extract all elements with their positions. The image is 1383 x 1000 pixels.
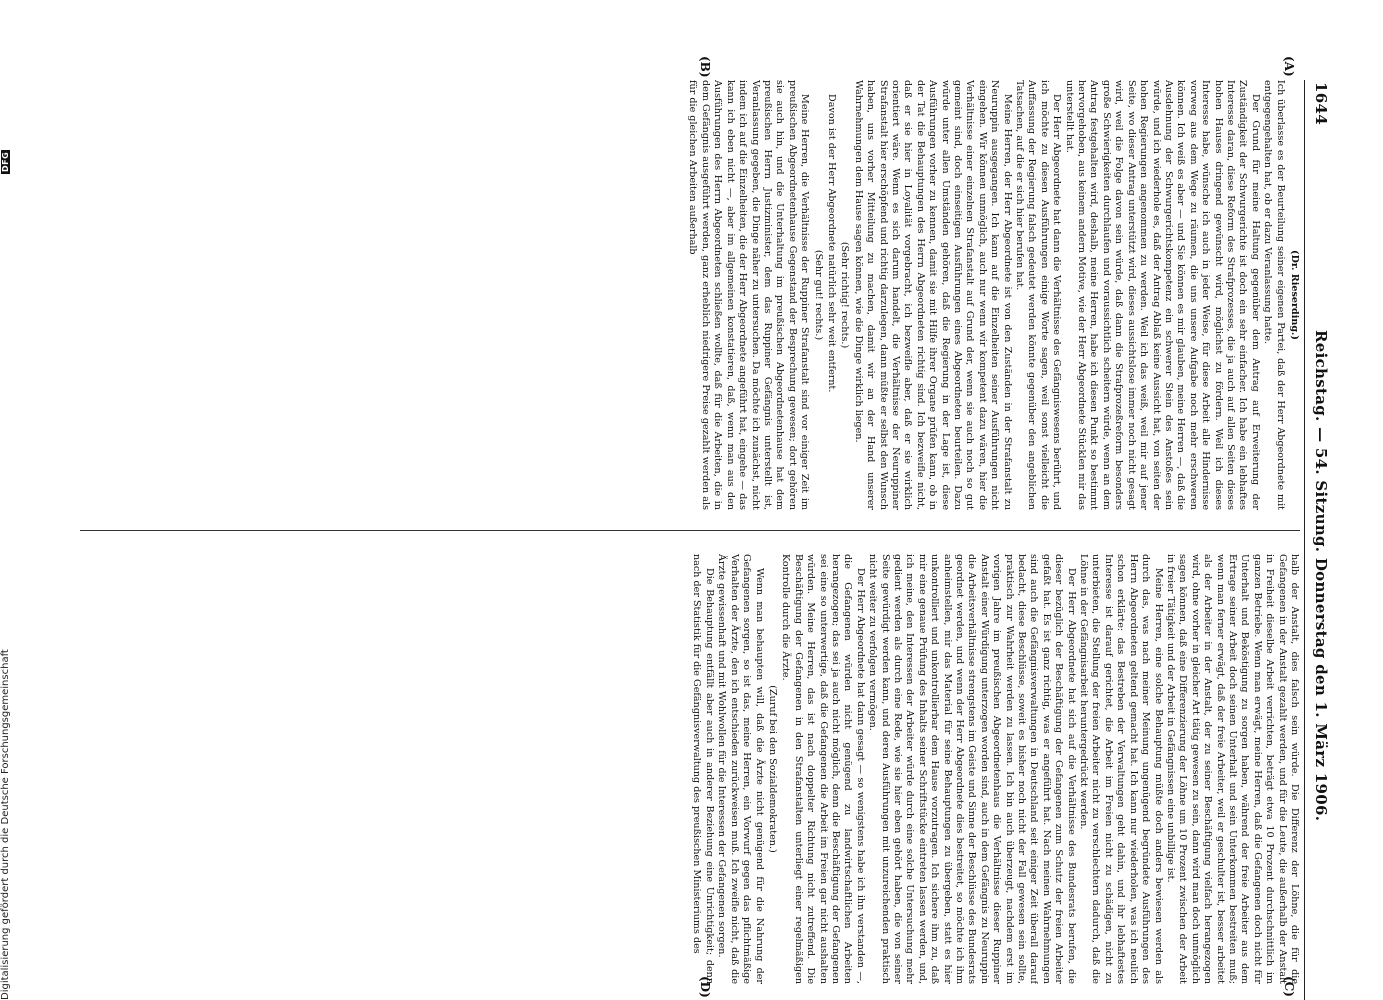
paragraph: Die Behauptung entfällt aber auch in anderer Beziehung eine Unrichtigkeit; denn nach der Statistik für die Gefängnisverwaltung des preußischen Ministeriums des: [691, 554, 715, 984]
page-header: [1308, 80, 1332, 1000]
audience-reaction: (Sehr richtig! rechts.): [839, 241, 851, 349]
paragraph: halb der Anstalt, dies falsch sein würde. Die Differenz der Löhne, die für die Gefangenen in der Anstalt gezahlt werden, und für die Leute, die außerhalb der Anstalt in Freiheit dieselbe Arbeit verrichten, beträgt etwa 10 Prozent durchschnittlich im ganzen Betriebe. Wenn man erwägt, meine Herren, daß die Gefangenen doch nicht für Unterhalt und Beköstigung zu sorgen haben, während der freie Arbeiter aus dem Ertrage seiner Arbeit doch seinen Unterhalt und sein Unterkommen bestreiten muß; wenn man ferner erwägt, daß der freie Arbeiter, weil er geschulter ist, besser arbeitet als der Arbeiter in der Anstalt, der zu seiner Beschäftigung vielfach herangezogen wird, ohne vorher in gleicher Art tätig gewesen zu sein, dann wird man doch unmöglich sagen können, daß eine Differenzierung der Löhne um 10 Prozent zwischen der Arbeit in freier Tätigkeit und der Arbeit in Gefängnissen eine unbillige ist.: [1164, 554, 1300, 984]
text-column-left: [75, 80, 1300, 510]
paragraph: Wenn man behaupten will, daß die Ärzte nicht genügend für die Nahrung der Gefangenen sorgen, so ist das, meine Herren, ein Vorwurf gegen das pflichtmäßige Verhalten der Ärzte, den ich entschieden zurückweisen muß. Ich zweifle nicht, daß die Ärzte gewissenhaft und mit Wohlwollen für die Interessen der Gefangenen sorgen.: [716, 554, 765, 984]
funding-note: [0, 0, 14, 1000]
audience-reaction: (Zuruf bei den Sozialdemokraten.): [766, 685, 778, 853]
speaker-label: (Dr. Rieserding.): [1289, 250, 1300, 340]
paragraph: Meine Herren, eine solche Behauptung müßte doch anders bewiesen werden als durch das, was nach meiner Meinung ungenügend begründete Ausführungen des Herrn Abgeordneten geltend gemacht hat. Ich kann nur wiederholen, was ich neulich schon erklärte: das Bestreben der Verwaltungen geht dahin, und ihr lebhaftestes Interesse ist darauf gerichtet, die Arbeit im Freien nicht zu schädigen, nicht zu unterbieten, die Stellung der freien Arbeiter nicht zu verschlechtern dadurch, daß die Löhne in der Gefängnisarbeit heruntergedrückt werden.: [1078, 554, 1164, 984]
dfg-logo: DFG: [1, 151, 10, 172]
paragraph: Der Herr Abgeordnete hat dann gesagt — so wenigstens habe ich ihn verstanden —, die Gefangenen würden nicht genügend zu landwirtschaftlichen Arbeiten herangezogen; das sei ja auch nicht möglich, denn die Beschäftigung der Gefangenen sei eine so unterwertige, daß die Gefangenen die Arbeit im Freien gar nicht aushalten würden. Meine Herren, das ist nach doppelter Richtung nicht zutreffend. Die Beschäftigung der Gefangenen in den Strafanstalten unterliegt einer regelmäßigen Kontrolle durch die Ärzte.: [780, 554, 866, 984]
paragraph: Ich überlasse es der Beurteilung seiner eigenen Partei, daß der Herr Abgeordnete mit entgegengehalten hat, ob er dazu Veranlassung hatte.: [1262, 80, 1286, 510]
header-divider: [1304, 80, 1305, 1000]
margin-letter-c: (C): [1282, 976, 1296, 997]
page-number: 1644: [1312, 82, 1330, 125]
page-title: Reichstag. — 54. Sitzung. Donnerstag den 1. März 1906.: [1312, 330, 1330, 822]
funding-note-text: Digitalisierung gefördert durch die Deutsche Forschungsgemeinschaft: [0, 649, 11, 1000]
column-divider: [80, 530, 1300, 531]
paragraph: Der Herr Abgeordnete hat sich auf die Verhältnisse des Bundesrats berufen, die dieser bezüglich der Beschäftigung der Gefangenen zum Schutz der freien Arbeiter gefaßt hat. Es ist ganz richtig, was er angeführt hat. Nach meinen Wahrnehmungen sind auch die Gefängnisverwaltungen in Deutschland seit einiger Zeit überall darauf bedacht, diese Beschlüsse, soweit es bisher noch nicht der Fall gewesen sein sollte, praktisch zur Wahrheit werden zu lassen. Ich bin auch überzeugt, nachdem erst im vorigen Jahre im preußischen Abgeordnetenhaus die Verhältnisse dieser Ruppiner Anstalt einer Würdigung unterzogen worden sind, auch in dem Gefängnis zu Neuruppin die Arbeitsverhältnisse strengstens im Geiste und Sinne der Beschlüsse des Bundesrats geordnet werden, und wenn der Herr Abgeordnete dies bestreitet, so möchte ich ihm anheimstellen, mir das Material für seine Behauptungen zu übergeben, statt es hier unkontrolliert und unkontrollierbar dem Hause vorzutragen. Ich sichere ihm zu, daß mir eine genaue Prüfung des Inhalts seiner Schriftstücke eintreten lassen werden, und, ich meine, den Interessen der Arbeiter würde durch eine solche Untersuchung mehr gedient werden als durch eine Rede, wie sie hier eben gehört haben, die von seiner Seite gewürdigt werden kann, und deren Ausführungen mit unzureichenden praktisch nicht weiter zu verfolgen vermögen.: [867, 554, 1077, 984]
margin-letter-a: (A): [1282, 56, 1296, 77]
paragraph: Meine Herren, der Herr Abgeordnete ist von den Zuständen in der Strafanstalt zu Neuruppin ausgegangen. Ich kann auf die Einzelheiten seiner Ausführungen nicht eingehen. Wir können unmöglich, auch nur wenn wir kompetent dazu wären, hier die Verhältnisse einer einzelnen Strafanstalt auf Grund der, wenn sie auch noch so gut gemeint sind, doch einseitigen Ausführungen eines Abgeordneten beurteilen. Dazu würde unter allen Umständen gehören, daß die Regierung in der Lage ist, diese Ausführungen vorher zu kennen, damit sie mit Hilfe ihrer Organe prüfen kann, ob in der Tat die Behauptungen des Herrn Abgeordneten richtig sind. Ich bezweifle nicht, daß er sie hier in Loyalität vorgebracht, ich bezweifle aber, daß er sie wirklich orientiert wäre. Wenn es sich darum handelt, die Verhältnisse der Neuruppiner Strafanstalt hier erschöpfend und richtig darzulegen, dann müßte er selbst den Wunsch haben, uns vorher Mitteilung zu machen, damit wir an der Hand unserer Wahrnehmungen dem Hause sagen können, wie die Dinge wirklich liegen.: [852, 80, 1013, 510]
paragraph: Der Herr Abgeordnete hat dann die Verhältnisse des Gefängniswesens berührt, und ich möchte zu diesen Ausführungen einige Worte sagen, weil sonst vielleicht die Auffassung der Regierung falsch gedeutet werden könnte gegenüber den angeblichen Tatsachen, auf die er sich hier berufen hat.: [1014, 80, 1063, 510]
margin-letter-b: (B): [698, 56, 712, 78]
rotated-page: [72, 56, 1332, 1000]
paragraph: Meine Herren, die Verhältnisse der Ruppiner Strafanstalt sind vor einiger Zeit im preußischen Abgeordnetenhause Gegenstand der Besprechung gewesen; dort gehören sie auch hin, und die Unterhaltung im preußischen Abgeordnetenhause hat dem preußischen Herrn Justizminister, dem das Ruppiner Gefängnis unterstellt ist, Veranlassung gegeben, die Dinge näher zu untersuchen. Da möchte ich zunächst, nicht indem ich auf die Einzelheiten, die der Herr Abgeordnete angeführt hat, eingehe — das kann ich eben nicht —, aber im allgemeinen konstatieren, daß, wenn man aus den Ausführungen des Herrn Abgeordneten schließen wollte, daß für die Arbeiten, die in dem Gefängnis ausgeführt werden, ganz erheblich niedrigere Preise gezahlt werden als für die gleichen Arbeiten außerhalb: [687, 80, 811, 510]
audience-reaction: (Sehr gut! rechts.): [812, 249, 824, 341]
text-column-right: [75, 554, 1300, 984]
paragraph: Davon ist der Herr Abgeordnete natürlich sehr weit entfernt.: [825, 94, 837, 393]
margin-letter-d: (D): [698, 976, 712, 998]
paragraph: Der Grund für meine Haltung gegenüber dem Antrag auf Erweiterung der Zuständigkeit der Schwurgerichte ist doch ein sehr einfacher. Ich habe ein lebhaftes Interesse daran, diese Reform des Strafprozesses, die ja auch auf allen Seiten dieses hohen Hauses dringend gewünscht wird, möglichst zu fördern. Weil ich dieses Interesse habe, wünsche ich auch in jeder Weise, für diese Arbeit alle Hindernisse vorweg aus dem Wege zu räumen, die uns unsere Aufgabe noch mehr erschweren können. Ich weiß es aber — und Sie können es mir glauben, meine Herren —, daß die Ausdehnung der Schwurgerichtskompetenz ein schwerer Stein des Anstoßes sein würde, und ich wiederhole es, daß der Antrag Ablaß keine Aussicht hat, von seiten der hohen Regierungen angenommen zu werden. Weil ich das weiß, weil mir auf jener Seite, wo dieser Antrag unterstützt wird, dieses aussichtslose immer noch nicht gesagt wird, weil die Folge davon sein würde, daß dann die Strafprozeßreform besonders große Schwierigkeiten durchlaufen und voraussichtlich scheitern würde, wenn an dem Antrag festgehalten wird, deshalb, meine Herren, habe ich diesen Punkt so bestimmt hervorgehoben, aus keinem andern Motive, wie der Herr Abgeordnete Stücklen mir das unterstellt hat.: [1063, 80, 1261, 510]
